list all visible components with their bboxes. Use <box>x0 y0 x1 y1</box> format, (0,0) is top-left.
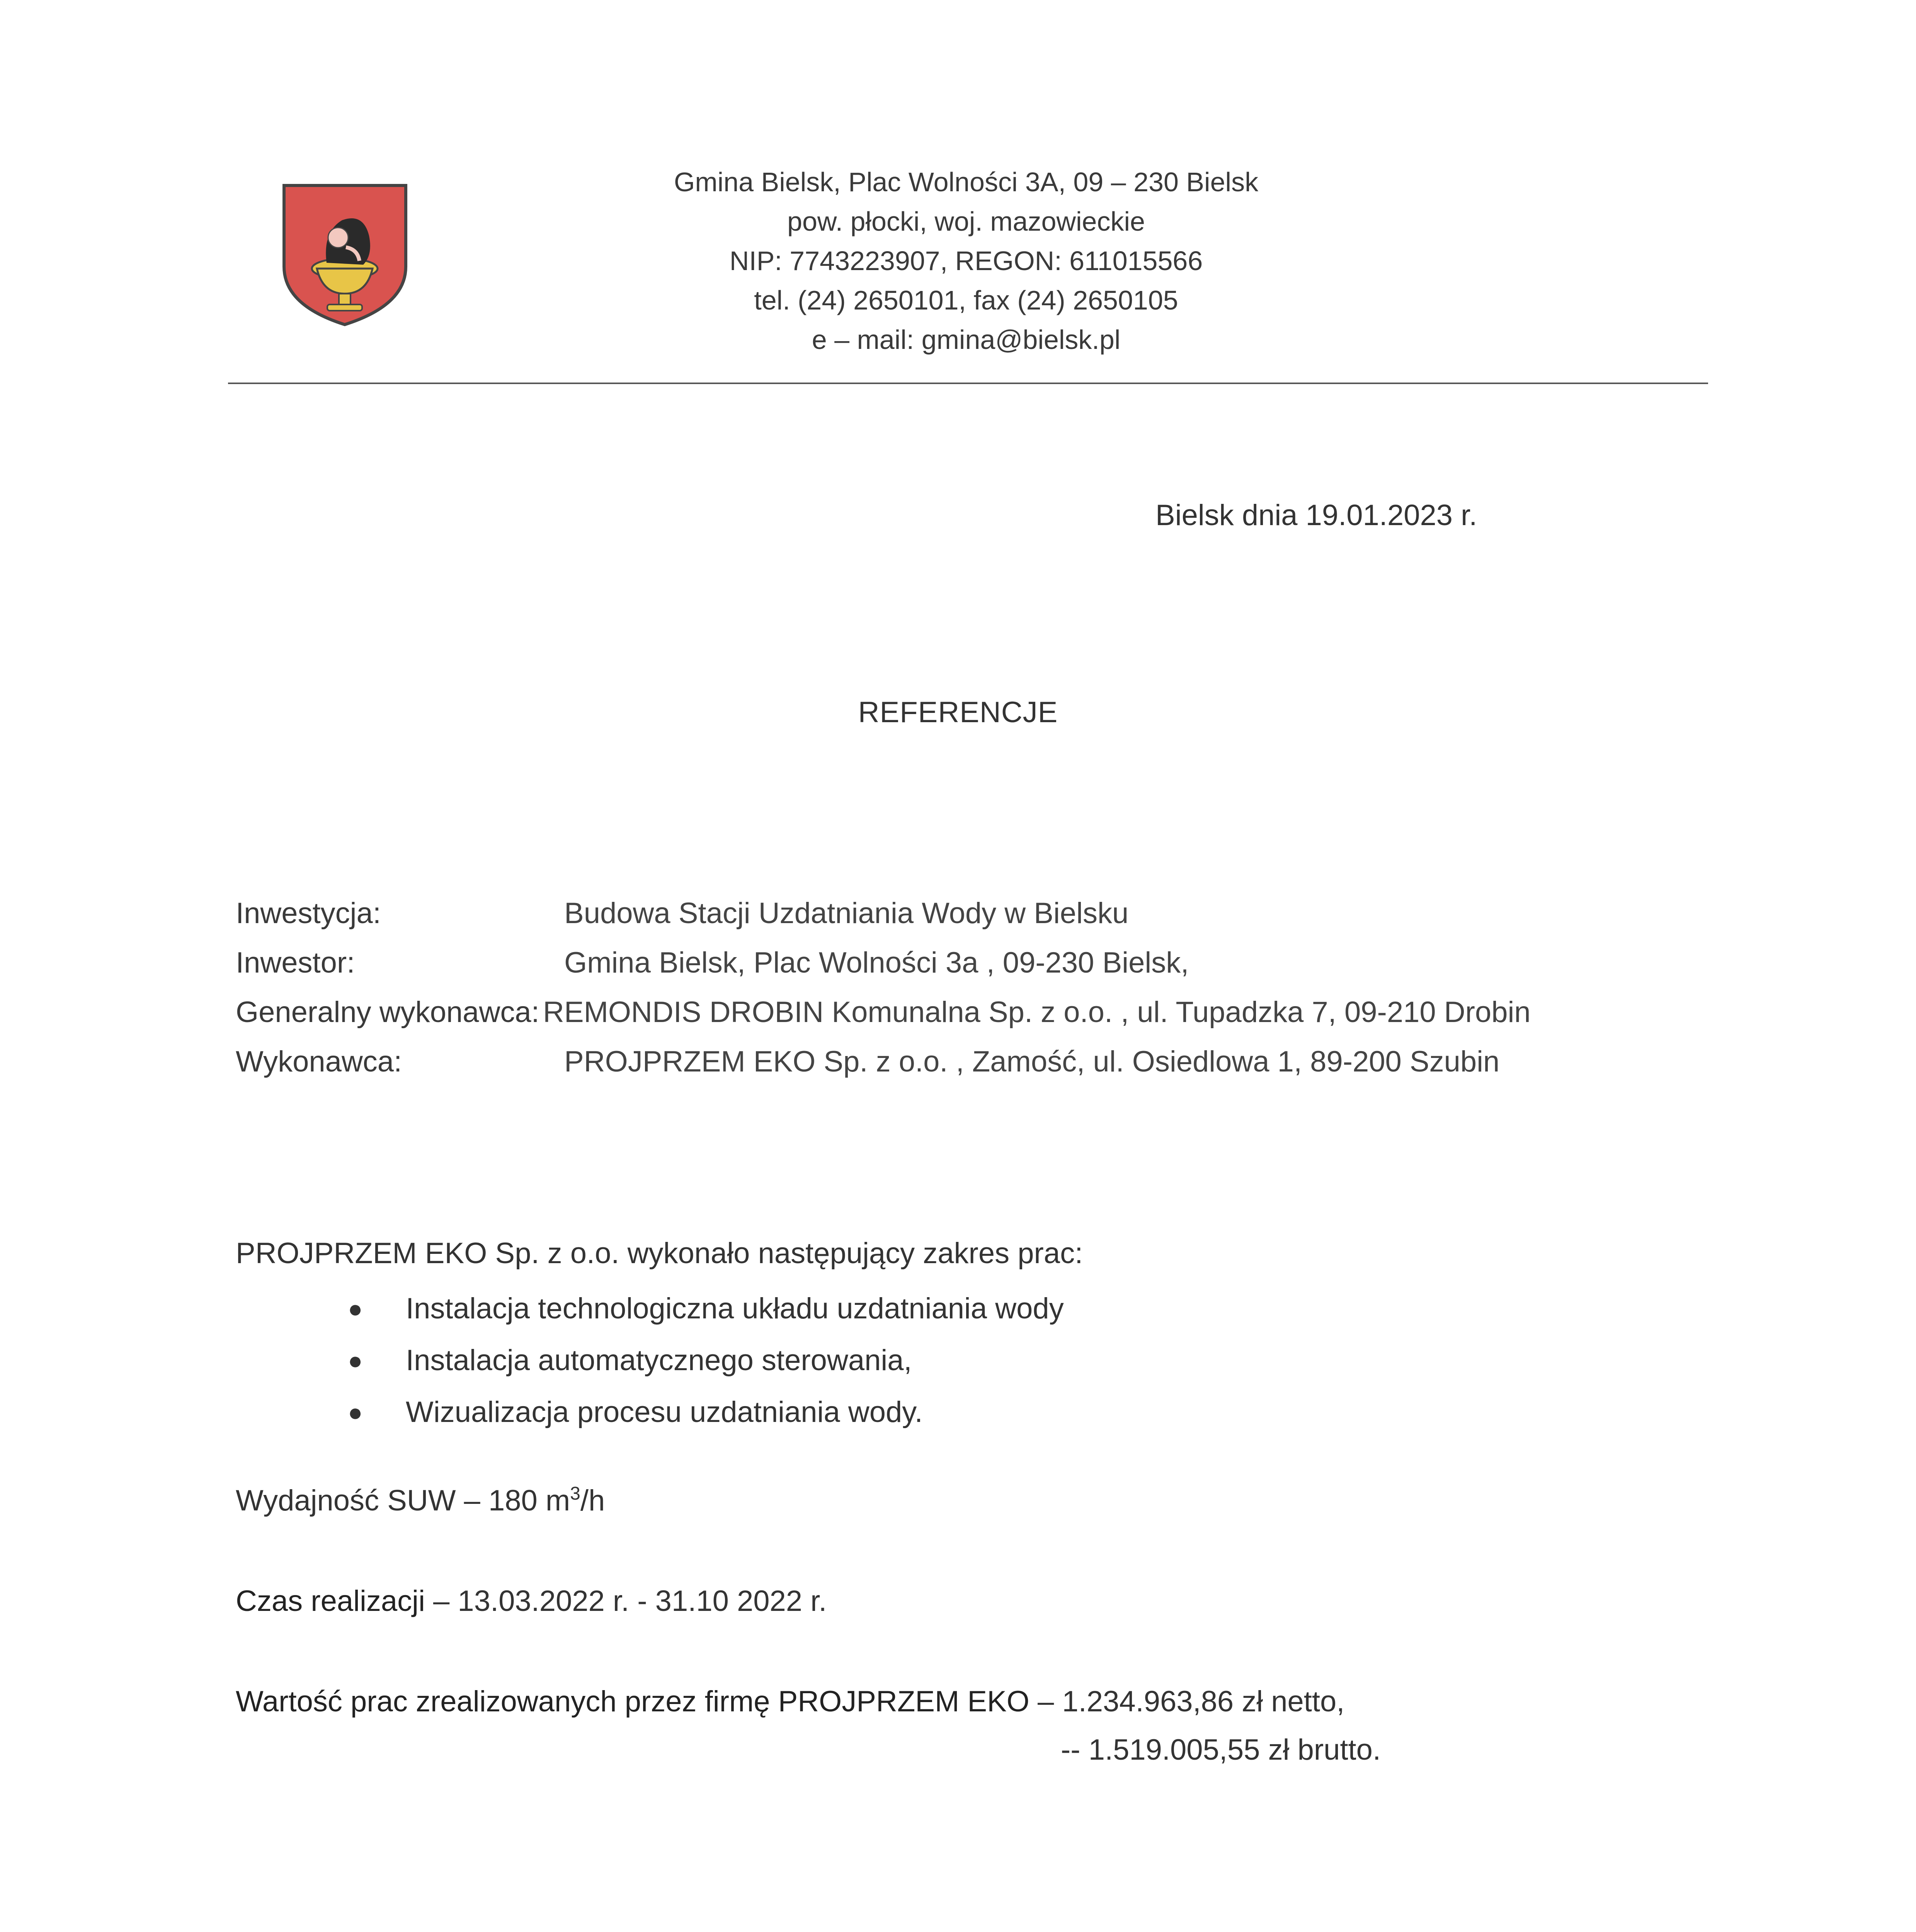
detail-value: Gmina Bielsk, Plac Wolności 3a , 09-230 Bielsk, <box>564 946 1189 979</box>
list-item <box>348 1386 1064 1438</box>
letterhead-line: NIP: 7743223907, REGON: 611015566 <box>729 246 1203 276</box>
letterhead-line: e – mail: gmina@bielsk.pl <box>812 325 1121 355</box>
bullet-icon: ● <box>348 1347 363 1374</box>
letterhead-line: Gmina Bielsk, Plac Wolności 3A, 09 – 230 Bielsk <box>674 167 1259 197</box>
capacity-exponent: 3 <box>570 1483 580 1504</box>
detail-label: Inwestor: <box>236 946 355 979</box>
list-item <box>348 1335 1064 1386</box>
scope-item-text: Instalacja automatycznego sterowania, <box>406 1344 912 1377</box>
detail-value: Budowa Stacji Uzdatniania Wody w Bielsku <box>564 897 1129 930</box>
letterhead-line: pow. płocki, woj. mazowieckie <box>787 206 1145 236</box>
bullet-icon: ● <box>348 1295 363 1323</box>
document-title: REFERENCJE <box>858 696 1058 729</box>
capacity-text: Wydajność SUW – 180 m <box>236 1484 570 1517</box>
value-net: – 1.234.963,86 zł netto, <box>1029 1685 1345 1718</box>
contract-value-gross: -- 1.519.005,55 zł brutto. <box>1061 1733 1381 1766</box>
scope-list <box>348 1283 1064 1438</box>
list-item <box>348 1283 1064 1335</box>
closing-paragraph <box>236 1924 1724 1932</box>
bullet-icon: ● <box>348 1398 363 1426</box>
coat-of-arms-icon <box>280 182 410 328</box>
contract-value-net <box>236 1685 1344 1718</box>
capacity-unit: /h <box>580 1484 605 1517</box>
header-divider <box>228 383 1708 384</box>
realization-time <box>236 1584 827 1618</box>
document-date: Bielsk dnia 19.01.2023 r. <box>1155 499 1477 532</box>
detail-label: Generalny wykonawca: <box>236 996 539 1029</box>
detail-value: REMONDIS DROBIN Komunalna Sp. z o.o. , ul. Tupadzka 7, 09-210 Drobin <box>543 996 1531 1029</box>
scope-item-text: Instalacja technologiczna układu uzdatniania wody <box>406 1292 1064 1325</box>
capacity <box>236 1484 605 1517</box>
detail-value: PROJPRZEM EKO Sp. z o.o. , Zamość, ul. Osiedlowa 1, 89-200 Szubin <box>564 1045 1500 1078</box>
letterhead <box>541 162 1391 359</box>
letterhead-line: tel. (24) 2650101, fax (24) 2650105 <box>754 285 1178 315</box>
closing-text <box>236 1924 1724 1932</box>
detail-label: Wykonawca: <box>236 1045 402 1078</box>
scope-item-text: Wizualizacja procesu uzdatniania wody. <box>406 1396 923 1429</box>
detail-label: Inwestycja: <box>236 897 381 930</box>
value-label: Wartość prac zrealizowanych przez firmę PROJPRZEM EKO <box>236 1685 1029 1718</box>
time-value: – 13.03.2022 r. - 31.10 2022 r. <box>425 1585 827 1617</box>
time-label: Czas realizacji <box>236 1585 425 1617</box>
scope-intro: PROJPRZEM EKO Sp. z o.o. wykonało następujący zakres prac: <box>236 1237 1083 1270</box>
